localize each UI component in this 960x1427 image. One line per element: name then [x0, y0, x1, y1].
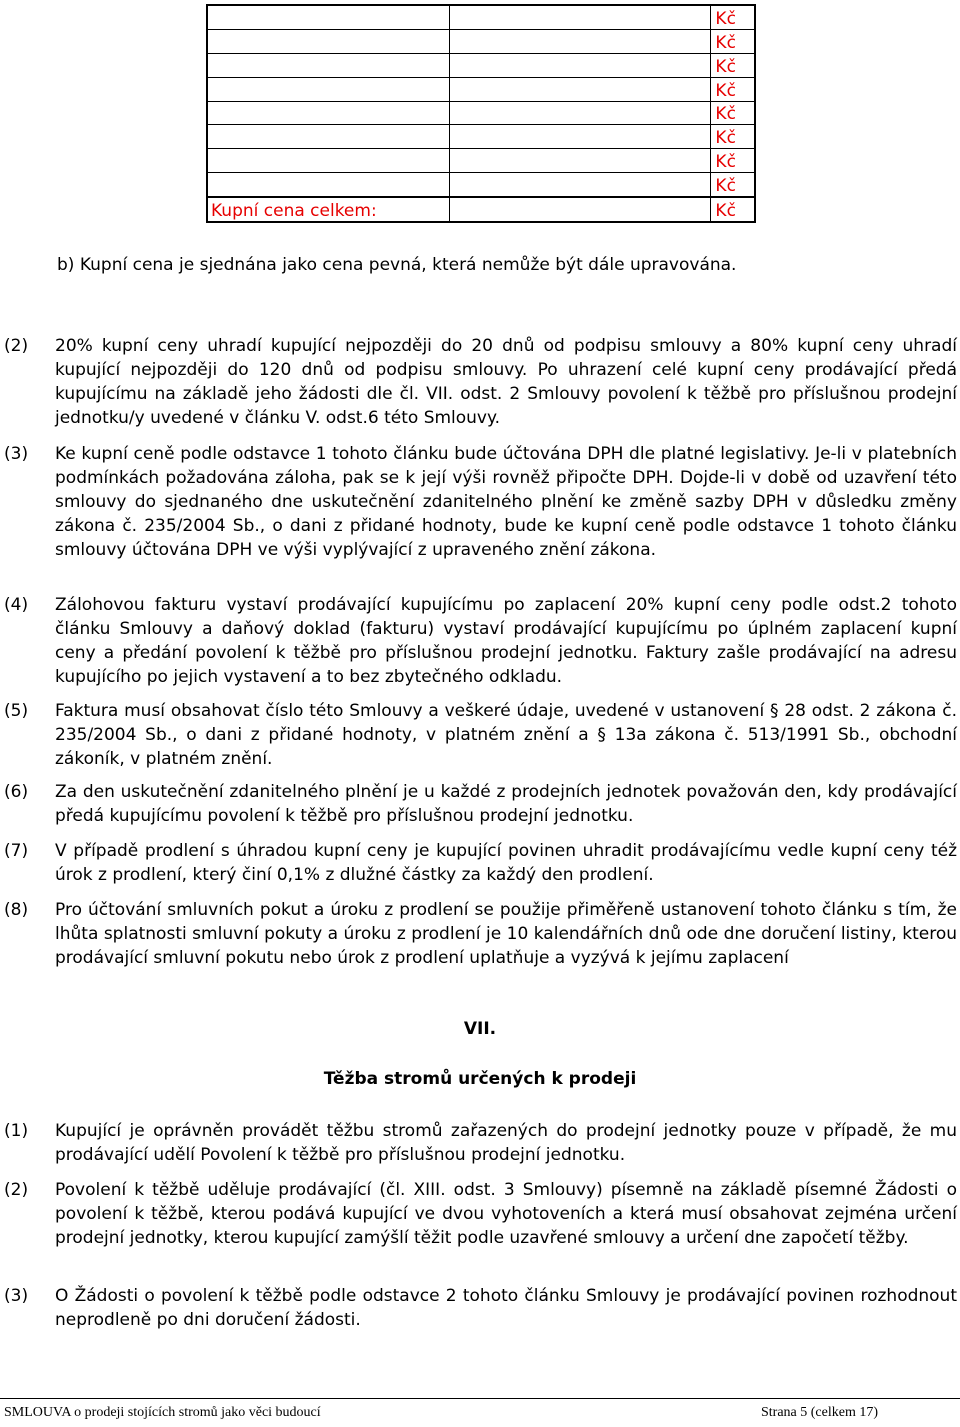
table-cell-value [449, 5, 710, 29]
table-row [207, 101, 755, 125]
table-cell-value [449, 77, 710, 101]
paragraph-text: V případě prodlení s úhradou kupní ceny je kupující povinen uhradit prodávajícímu vedle kupní ceny též úrok z prodlení, který činí 0,1% z dlužné částky za každý den prodlení. [55, 841, 957, 885]
paragraph-number: (2) [4, 1180, 29, 1200]
total-value [449, 197, 710, 222]
paragraph-number: (7) [4, 841, 29, 861]
table-cell-value [449, 125, 710, 149]
table-cell-label [207, 125, 449, 149]
paragraph-text: Povolení k těžbě uděluje prodávající (čl. XIII. odst. 3 Smlouvy) písemně na základě písemné Žádosti o povolení k těžbě, kterou podává kupující ve dvou vyhotoveních a která musí obsahovat zejména určení prodejní jednotky, kterou kupující zamýšlí těžit podle uzavřené smlouvy a určení dne započetí těžby. [55, 1180, 957, 1248]
paragraph-number: (3) [4, 1286, 29, 1306]
paragraph-text: 20% kupní ceny uhradí kupující nejpozději do 20 dnů od podpisu smlouvy a 80% kupní ceny uhradí kupující nejpozději do 120 dnů od podpisu smlouvy. Po uhrazení celé kupní ceny prodávající předá kupujícímu na základě jeho žádosti dle čl. VII. odst. 2 Smlouvy povolení k těžbě pro příslušnou prodejní jednotku/y uvedené v článku V. odst.6 této Smlouvy. [55, 336, 957, 428]
table-cell-currency: Kč [711, 5, 755, 29]
table-row [207, 125, 755, 149]
paragraph-vi-2 [4, 334, 957, 430]
total-label: Kupní cena celkem: [207, 197, 449, 222]
table-cell-currency: Kč [711, 29, 755, 53]
paragraph-number: (2) [4, 336, 29, 356]
paragraph-number: (3) [4, 444, 29, 464]
table-cell-label [207, 101, 449, 125]
table-row-total [207, 197, 755, 222]
paragraph-vi-3 [4, 442, 957, 562]
table-cell-label [207, 5, 449, 29]
paragraph-text: O Žádosti o povolení k těžbě podle odstavce 2 tohoto článku Smlouvy je prodávající povinen rozhodnout neprodleně po dni doručení žádosti. [55, 1286, 957, 1330]
paragraph-number: (1) [4, 1121, 29, 1141]
paragraph-text: Za den uskutečnění zdanitelného plnění je u každé z prodejních jednotek považován den, kdy prodávající předá kupujícímu povolení k těžbě pro příslušnou prodejní jednotku. [55, 782, 957, 826]
table-row [207, 53, 755, 77]
price-table [206, 4, 756, 223]
price-note: b) Kupní cena je sjednána jako cena pevná, která nemůže být dále upravována. [57, 255, 737, 275]
table-row [207, 173, 755, 197]
paragraph-number: (6) [4, 782, 29, 802]
table-row [207, 29, 755, 53]
paragraph-number: (5) [4, 701, 29, 721]
table-cell-label [207, 77, 449, 101]
table-cell-label [207, 149, 449, 173]
footer-document-title: SMLOUVA o prodeji stojících stromů jako věci budoucí [4, 1405, 321, 1420]
table-cell-currency: Kč [711, 53, 755, 77]
table-cell-value [449, 29, 710, 53]
table-cell-value [449, 53, 710, 77]
paragraph-text: Ke kupní ceně podle odstavce 1 tohoto článku bude účtována DPH dle platné legislativy. Je-li v platebních podmínkách požadována záloha, pak se k její výši rovněž připočte DPH. Dojde-li v době od uzavření této smlouvy do sjednaného dne uskutečnění zdanitelného plnění ke změně sazby DPH v důsledku změny zákona č. 235/2004 Sb., o dani z přidané hodnoty, bude ke kupní ceně podle odstavce 1 tohoto článku smlouvy účtována DPH ve výši vyplývající z upraveného znění zákona. [55, 444, 957, 560]
section-title: Těžba stromů určených k prodeji [323, 1069, 637, 1089]
paragraph-vii-2 [4, 1178, 957, 1250]
table-cell-label [207, 173, 449, 197]
paragraph-vii-3 [4, 1284, 957, 1332]
footer-page-number: Strana 5 (celkem 17) [760, 1405, 878, 1420]
paragraph-vi-7 [4, 839, 957, 887]
paragraph-text: Pro účtování smluvních pokut a úroku z prodlení se použije přiměřeně ustanovení tohoto článku s tím, že lhůta splatnosti smluvní pokuty a úroku z prodlení je 10 kalendářních dnů ode dne doručení listiny, kterou prodávající smluvní pokutu nebo úrok z prodlení uplatňuje a vyzývá k jejímu zaplacení [55, 900, 957, 968]
total-currency: Kč [711, 197, 755, 222]
footer-divider [0, 1398, 960, 1399]
paragraph-vii-1 [4, 1119, 957, 1167]
table-cell-currency: Kč [711, 173, 755, 197]
paragraph-vi-5 [4, 699, 957, 771]
table-cell-currency: Kč [711, 77, 755, 101]
paragraph-text: Kupující je oprávněn provádět těžbu stromů zařazených do prodejní jednotky pouze v případě, že mu prodávající udělí Povolení k těžbě pro příslušnou prodejní jednotku. [55, 1121, 957, 1165]
table-cell-currency: Kč [711, 125, 755, 149]
paragraph-number: (4) [4, 595, 29, 615]
table-row [207, 149, 755, 173]
table-row [207, 5, 755, 29]
table-cell-label [207, 53, 449, 77]
paragraph-text: Faktura musí obsahovat číslo této Smlouvy a veškeré údaje, uvedené v ustanovení § 28 odst. 2 zákona č. 235/2004 Sb., o dani z přidané hodnoty, v platném znění a § 13a zákona č. 513/1991 Sb., obchodní zákoník, v platném znění. [55, 701, 957, 769]
paragraph-text: Zálohovou fakturu vystaví prodávající kupujícímu po zaplacení 20% kupní ceny podle odst.2 tohoto článku Smlouvy a daňový doklad (fakturu) vystaví prodávající kupujícímu po úplném zaplacení kupní ceny a předání povolení k těžbě pro příslušnou prodejní jednotku. Faktury zašle prodávající na adresu kupujícího po jejich vystavení a to bez zbytečného odkladu. [55, 595, 957, 687]
table-cell-currency: Kč [711, 149, 755, 173]
table-cell-value [449, 101, 710, 125]
paragraph-vi-4 [4, 593, 957, 689]
paragraph-number: (8) [4, 900, 29, 920]
section-number: VII. [463, 1019, 497, 1039]
table-row [207, 77, 755, 101]
table-cell-value [449, 149, 710, 173]
table-cell-currency: Kč [711, 101, 755, 125]
table-cell-value [449, 173, 710, 197]
paragraph-vi-6 [4, 780, 957, 828]
paragraph-vi-8 [4, 898, 957, 970]
table-cell-label [207, 29, 449, 53]
